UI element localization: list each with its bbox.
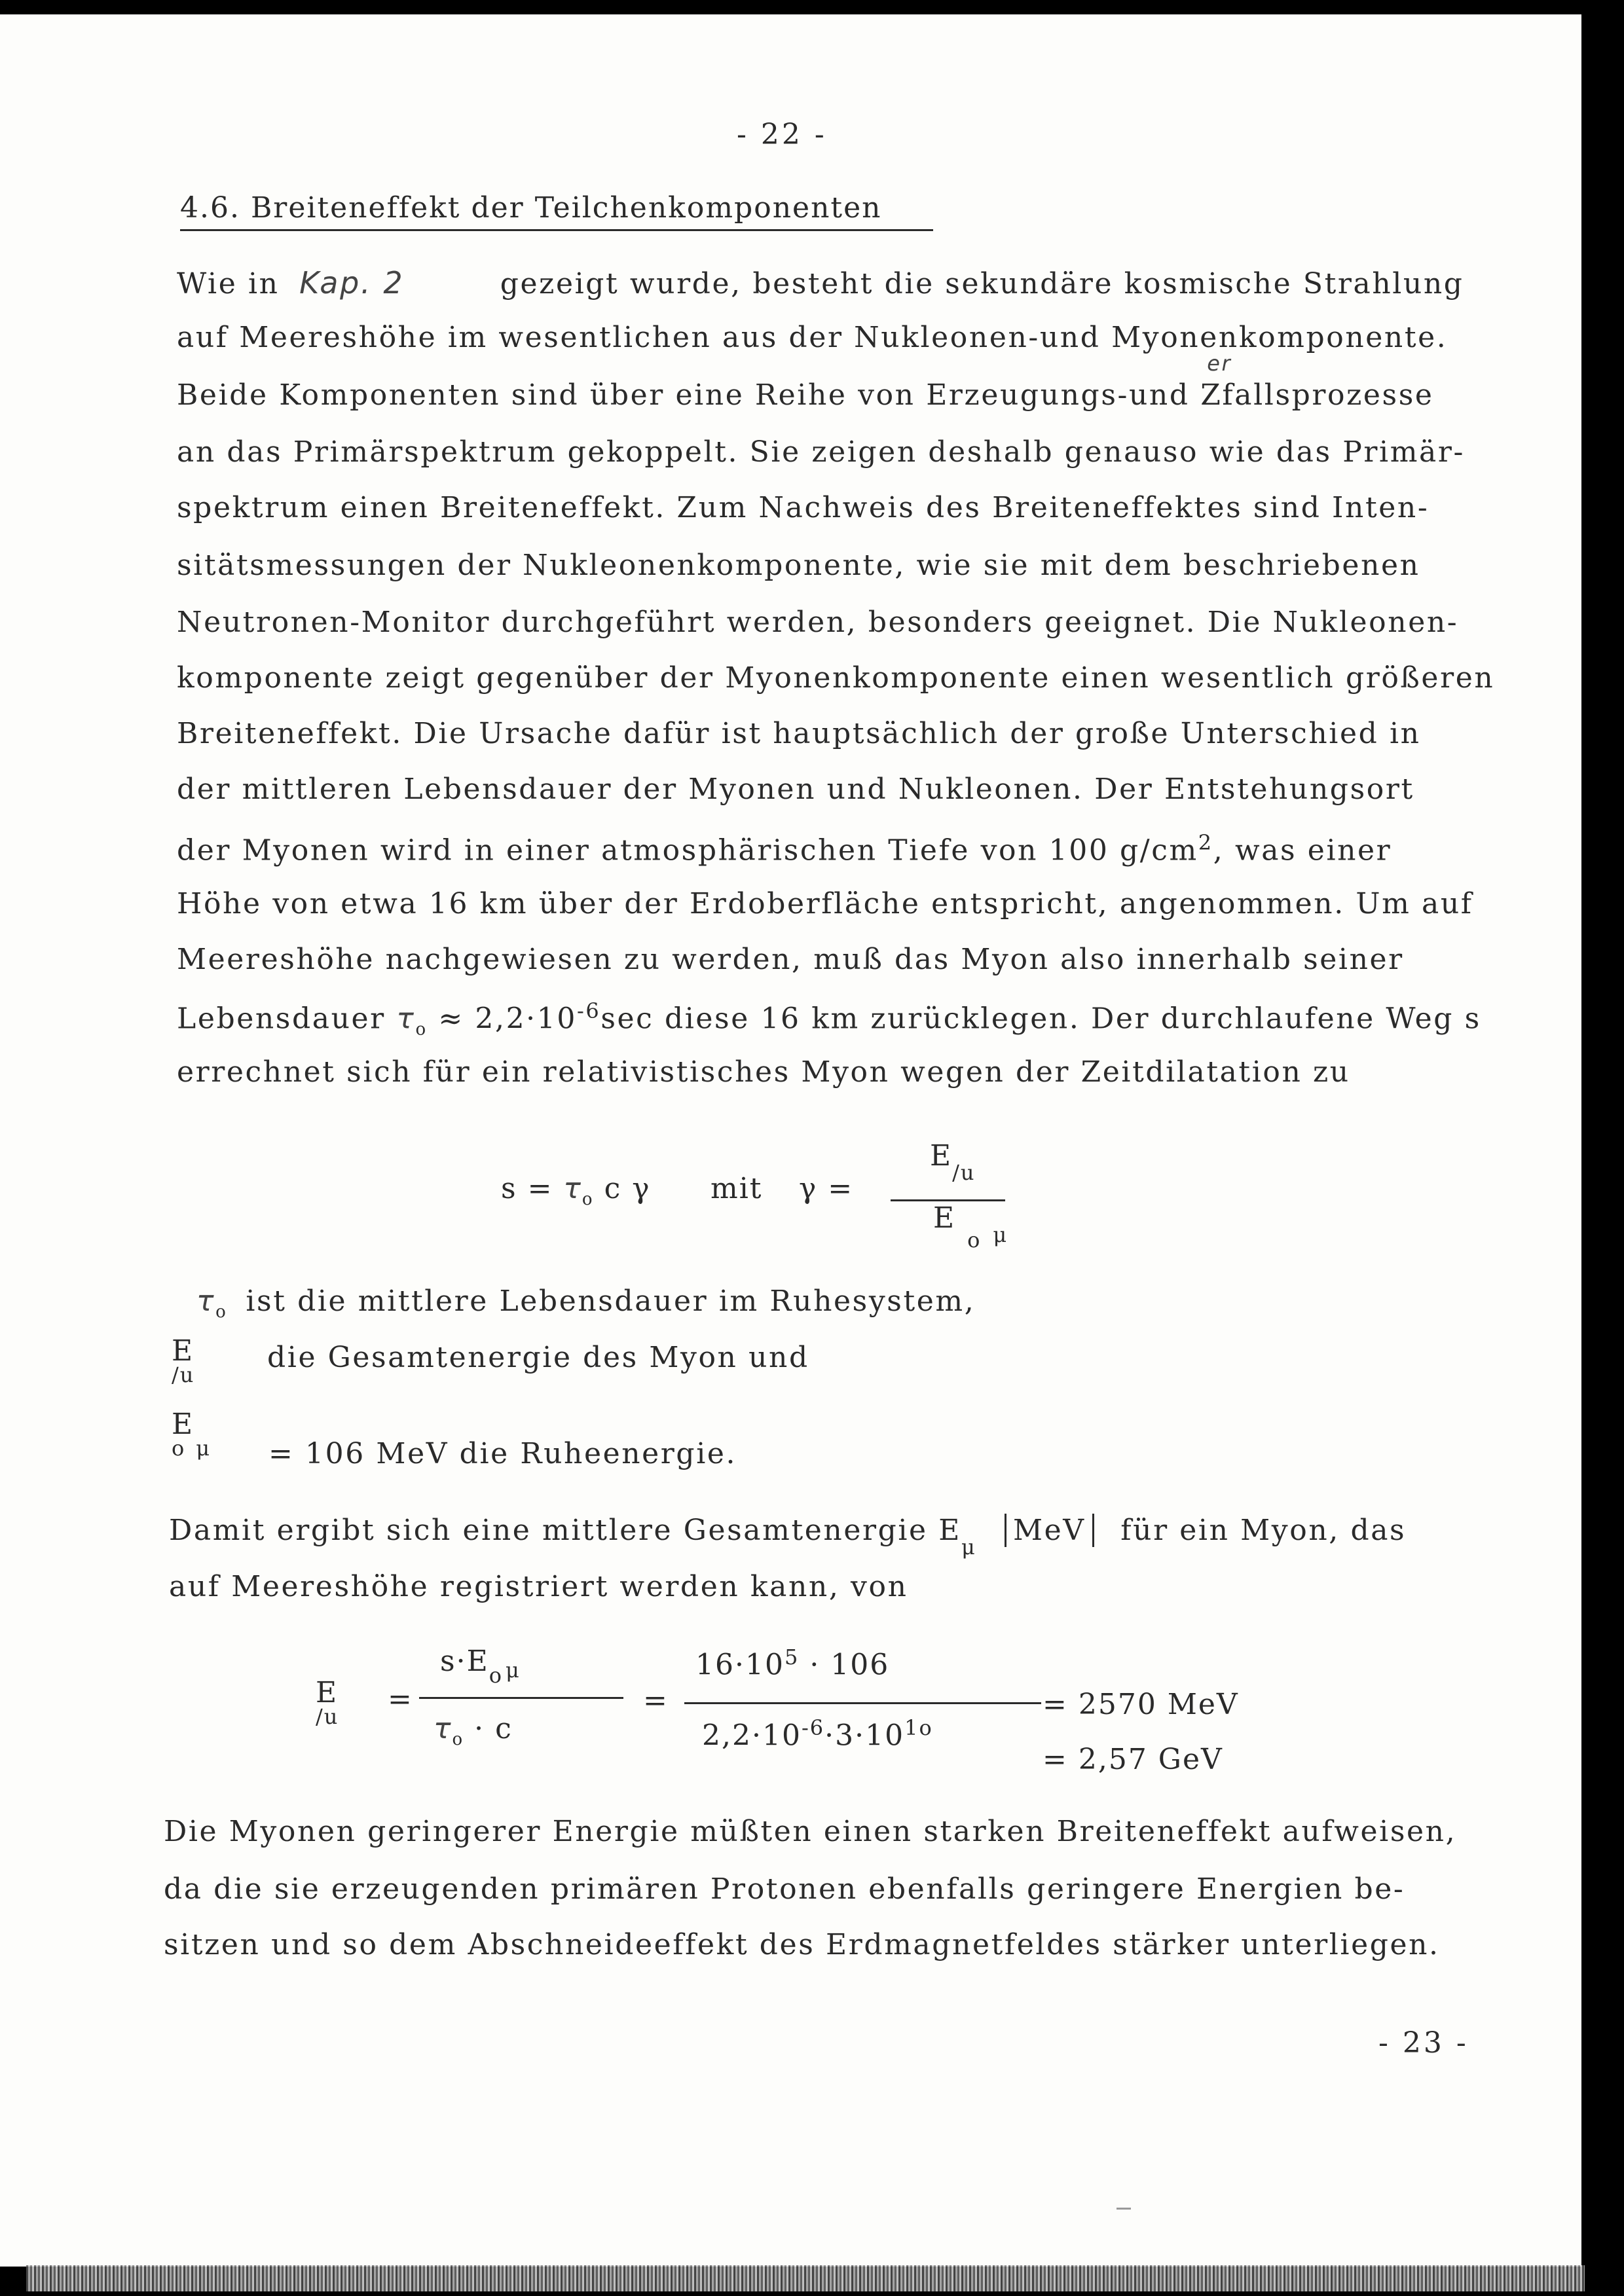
heading-underline bbox=[180, 229, 933, 231]
paragraph-line: Lebensdauer $\tau_o \approx 2,2\cdot 10^{-6}\sec$ diese 16 km zurücklegen. Der durchlaufene Weg s bbox=[177, 998, 1481, 1040]
handwritten-reference: Kap. 2 bbox=[299, 265, 405, 301]
formula-path-length: $s = \tau_o$ c γ bbox=[501, 1172, 651, 1209]
paragraph-line: Wie in Kap. 2 gezeigt wurde, besteht die sekundäre kosmische Strahlung bbox=[177, 265, 1464, 301]
result-gev: = 2,57 GeV bbox=[1043, 1743, 1223, 1776]
definition-tau: $\tau_o$ ist die mittlere Lebensdauer im Ruhesystem, bbox=[196, 1285, 976, 1322]
fraction1-numerator: $s\cdot E_o$ $_\mu$ bbox=[440, 1645, 521, 1688]
smudge-mark bbox=[1116, 2208, 1131, 2210]
formula-mit: mit bbox=[710, 1172, 763, 1205]
paragraph-line: der mittleren Lebensdauer der Myonen und Nukleonen. Der Entstehungsort bbox=[177, 773, 1414, 806]
fraction-denominator: $E_o$ $_\mu$ bbox=[933, 1201, 1008, 1252]
paragraph-line: Die Myonen geringerer Energie müßten einen starken Breiteneffekt aufweisen, bbox=[164, 1815, 1457, 1848]
formula-gamma: γ = bbox=[799, 1172, 854, 1205]
equals-sign: = bbox=[388, 1683, 413, 1716]
fraction1-denominator: $\tau_o \cdot c$ bbox=[434, 1712, 513, 1749]
scan-edge-strip bbox=[26, 2265, 1585, 2291]
paragraph-line: Neutronen-Monitor durchgeführt werden, besonders geeignet. Die Nukleonen- bbox=[177, 606, 1459, 639]
paragraph-line: Breiteneffekt. Die Ursache dafür ist hauptsächlich der große Unterschied in bbox=[177, 717, 1421, 750]
definition-rest-energy: = 106 MeV die Ruheenergie. bbox=[268, 1437, 737, 1470]
page-number-top: - 22 - bbox=[737, 118, 827, 151]
fraction2-denominator: $2,2\cdot 10^{-6}\cdot 3\cdot 10^{1o}$ bbox=[702, 1715, 933, 1753]
paragraph-line: der Myonen wird in einer atmosphärischen Tiefe von 100 $g/cm^2$, was einer bbox=[177, 830, 1392, 867]
paragraph-line: spektrum einen Breiteneffekt. Zum Nachweis des Breiteneffektes sind Inten- bbox=[177, 491, 1430, 524]
handwritten-correction: er bbox=[1207, 351, 1232, 376]
definition-E0-symbol: E $^o$ $^\mu$ bbox=[172, 1408, 212, 1461]
paragraph-line: da die sie erzeugenden primären Protonen ebenfalls geringere Energien be- bbox=[164, 1872, 1405, 1906]
paragraph-line: sitätsmessungen der Nukleonenkomponente, wie sie mit dem beschriebenen bbox=[177, 549, 1420, 582]
result-mev: = 2570 MeV bbox=[1043, 1688, 1239, 1721]
section-heading: 4.6. Breiteneffekt der Teilchenkomponenten bbox=[180, 191, 882, 225]
paragraph-line: auf Meereshöhe im wesentlichen aus der Nukleonen-und Myonenkomponente. bbox=[177, 321, 1448, 354]
paragraph-line: komponente zeigt gegenüber der Myonenkomponente einen wesentlich größeren bbox=[177, 661, 1495, 695]
paragraph-line: Höhe von etwa 16 km über der Erdoberfläche entspricht, angenommen. Um auf bbox=[177, 887, 1473, 920]
paragraph-line: Meereshöhe nachgewiesen zu werden, muß das Myon also innerhalb seiner bbox=[177, 943, 1404, 976]
fraction2-numerator: $16\cdot 10^5 \cdot 106$ bbox=[695, 1645, 890, 1682]
formula2-lhs: E $^{/u}$ bbox=[316, 1676, 339, 1729]
paragraph-line: an das Primärspektrum gekoppelt. Sie zeigen deshalb genauso wie das Primär- bbox=[177, 435, 1465, 469]
paragraph-line: errechnet sich für ein relativistisches Myon wegen der Zeitdilatation zu bbox=[177, 1055, 1350, 1089]
fraction2-bar bbox=[684, 1702, 1041, 1704]
paragraph-line: auf Meereshöhe registriert werden kann, von bbox=[169, 1570, 908, 1603]
paragraph-line: sitzen und so dem Abschneideeffekt des Erdmagnetfeldes stärker unterliegen. bbox=[164, 1928, 1440, 1961]
fraction1-bar bbox=[419, 1697, 623, 1699]
page-number-bottom: - 23 - bbox=[1378, 2026, 1469, 2060]
paragraph-line: Beide Komponenten sind über eine Reihe von Erzeugungs-und Z er fallsprozesse bbox=[177, 351, 1434, 412]
definition-total-energy: die Gesamtenergie des Myon und bbox=[267, 1341, 809, 1374]
definition-E-symbol: E $^{/u}$ bbox=[172, 1334, 195, 1387]
fraction-numerator: $E_{/u}$ bbox=[930, 1139, 976, 1185]
paragraph-line: Damit ergibt sich eine mittlere Gesamtenergie $E_\mu$ MeV für ein Myon, das bbox=[169, 1514, 1407, 1559]
equals-sign: = bbox=[643, 1684, 669, 1717]
